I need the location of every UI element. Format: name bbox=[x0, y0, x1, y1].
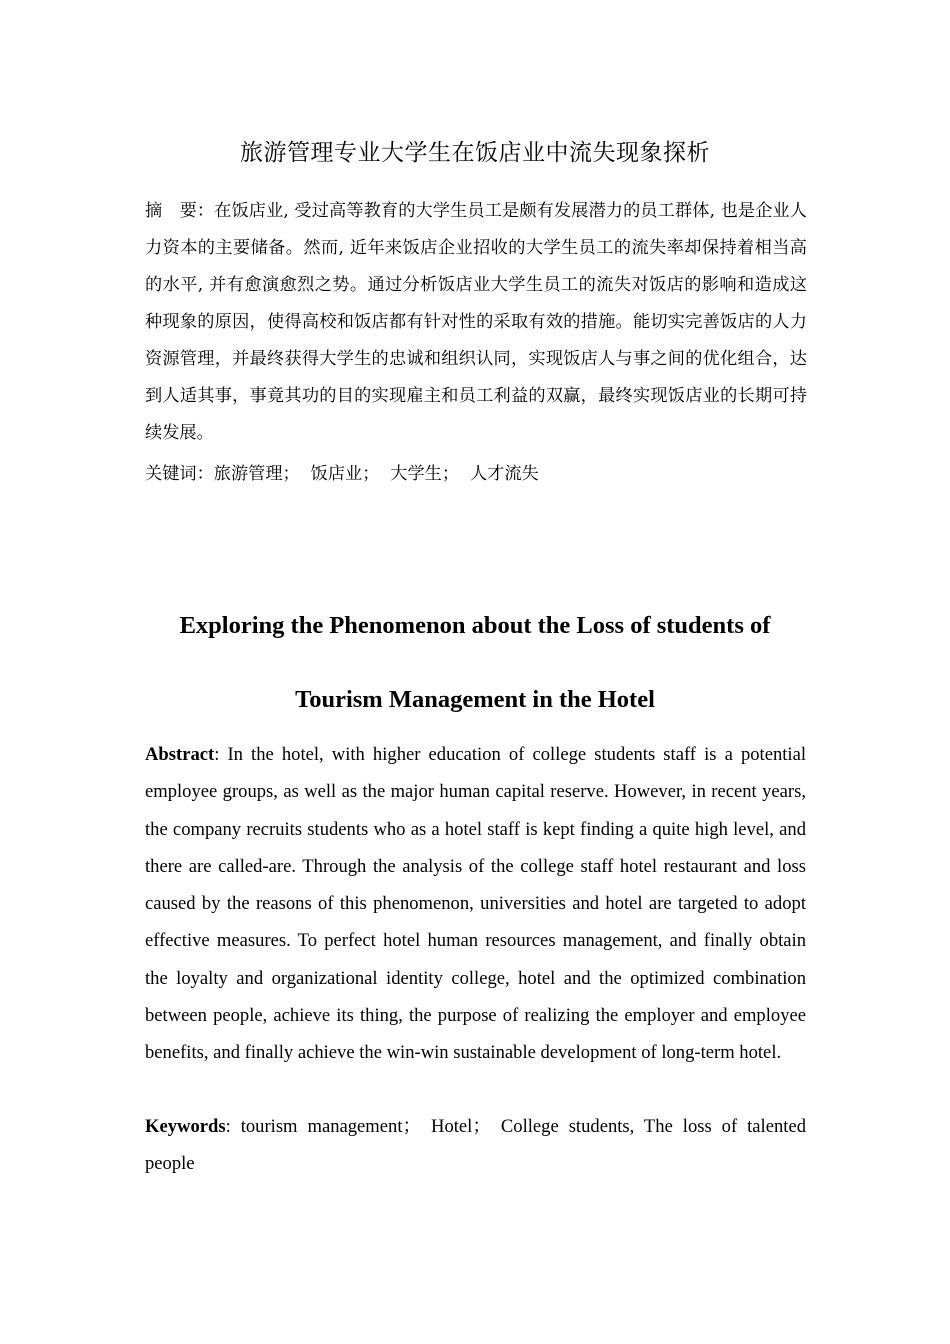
chinese-abstract-label: 摘 要： bbox=[145, 201, 215, 221]
chinese-abstract-text: 在饭店业, 受过高等教育的大学生员工是颇有发展潜力的员工群体, 也是企业人力资本的主要储备。然而, 近年来饭店企业招收的大学生员工的流失率却保持着相当高的水平, 并有愈演愈烈之势。通过分析饭店业大学生员工的流失对饭店的影响和造成这种现象的原因，使得高校和饭店都有针对性的采取有效的措施。能切实完善饭店的人力资源管理，并最终获得大学生的忠诚和组织认同，实现饭店人与事之间的优化组合，达到人适其事，事竟其功的目的实现雇主和员工利益的双赢，最终实现饭店业的长期可持续发展。 bbox=[145, 201, 807, 443]
english-abstract-label: Abstract bbox=[145, 744, 215, 765]
english-keywords-text: : tourism management； Hotel； College students, The loss of talented people bbox=[145, 1116, 806, 1175]
english-keywords-label: Keywords bbox=[145, 1116, 226, 1137]
english-abstract bbox=[145, 736, 806, 1072]
english-abstract-text: : In the hotel, with higher education of college students staff is a potential employee groups, as well as the major human capital reserve. However, in recent years, the company recruits students who as a hotel staff is kept finding a quite high level, and there are called-are. Through the analysis of the college staff hotel restaurant and loss caused by the reasons of this phenomenon, universities and hotel are targeted to adopt effective measures. To perfect hotel human resources management, and finally obtain the loyalty and organizational identity college, hotel and the optimized combination between people, achieve its thing, the purpose of realizing the employer and employee benefits, and finally achieve the win-win sustainable development of long-term hotel. bbox=[145, 744, 806, 1064]
english-keywords bbox=[145, 1108, 806, 1183]
chinese-title: 旅游管理专业大学生在饭店业中流失现象探析 bbox=[240, 140, 710, 166]
chinese-abstract bbox=[145, 193, 807, 452]
chinese-keywords-label: 关键词： bbox=[145, 464, 214, 484]
chinese-keywords bbox=[145, 456, 807, 493]
english-title-line-1: Exploring the Phenomenon about the Loss of students of bbox=[179, 612, 771, 639]
english-title-line-2: Tourism Management in the Hotel bbox=[295, 686, 655, 713]
chinese-keywords-text: 旅游管理； 饭店业； 大学生； 人才流失 bbox=[213, 464, 539, 484]
